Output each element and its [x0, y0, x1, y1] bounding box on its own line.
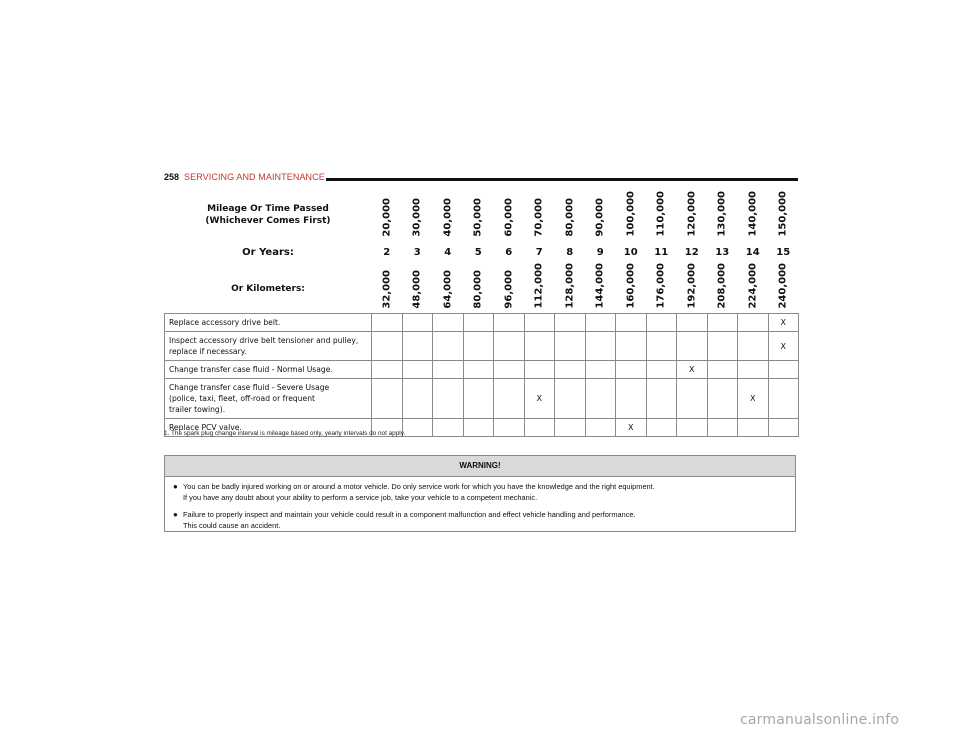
service-mark [433, 379, 464, 419]
service-mark: X [616, 419, 647, 437]
year-value: 13 [715, 246, 730, 258]
mileage-cell [646, 191, 677, 240]
service-mark [402, 419, 433, 437]
mileage-cell [738, 191, 769, 240]
service-mark [768, 379, 799, 419]
mileage-cell [707, 191, 738, 240]
mileage-label-text: Mileage Or Time Passed (Whichever Comes First) [205, 204, 331, 226]
warning-box [164, 455, 796, 532]
service-mark [524, 314, 555, 332]
service-mark: X [768, 332, 799, 361]
kilometer-cell [463, 265, 494, 314]
service-mark [494, 379, 525, 419]
mileage-cell [616, 191, 647, 240]
kilometer-value: 96,000 [503, 270, 515, 309]
service-mark [585, 419, 616, 437]
service-mark [433, 332, 464, 361]
kilometer-cell [524, 265, 555, 314]
service-mark [433, 314, 464, 332]
service-label: Inspect accessory drive belt tensioner and pulley, replace if necessary. [165, 332, 372, 361]
kilometers-row [165, 265, 799, 314]
page-number: 258 [164, 172, 180, 182]
mileage-value: 120,000 [686, 191, 698, 237]
kilometer-value: 240,000 [777, 263, 789, 309]
service-mark [677, 332, 708, 361]
mileage-header-row [165, 191, 799, 240]
mileage-value: 30,000 [411, 198, 423, 237]
section-title: SERVICING AND MAINTENANCE [184, 172, 325, 182]
mileage-value: 90,000 [594, 198, 606, 237]
year-value: 14 [745, 246, 760, 258]
service-mark: X [738, 379, 769, 419]
service-label: Replace PCV valve. [165, 419, 372, 437]
service-mark [646, 314, 677, 332]
year-value: 9 [596, 246, 604, 258]
service-mark [463, 361, 494, 379]
kilometer-value: 176,000 [655, 263, 667, 309]
bullet-icon: ● [173, 510, 178, 519]
service-mark [677, 379, 708, 419]
year-value: 15 [776, 246, 791, 258]
service-mark [433, 419, 464, 437]
kilometer-cell [555, 265, 586, 314]
service-mark [402, 361, 433, 379]
year-value: 3 [413, 246, 421, 258]
page-header [164, 172, 798, 186]
service-mark [646, 332, 677, 361]
service-mark [616, 361, 647, 379]
service-mark [372, 361, 403, 379]
service-mark [738, 314, 769, 332]
kilometer-cell [646, 265, 677, 314]
service-mark [707, 361, 738, 379]
kilometer-cell [402, 265, 433, 314]
mileage-value: 40,000 [442, 198, 454, 237]
mileage-cell [585, 191, 616, 240]
mileage-value: 110,000 [655, 191, 667, 237]
mileage-cell [494, 191, 525, 240]
years-row [165, 240, 799, 265]
kilometer-cell [494, 265, 525, 314]
service-label: Change transfer case fluid - Severe Usage (police, taxi, fleet, off-road or frequent trailer towing). [165, 379, 372, 419]
kilometer-value: 224,000 [747, 263, 759, 309]
mileage-value: 60,000 [503, 198, 515, 237]
kilometer-value: 160,000 [625, 263, 637, 309]
service-row [165, 361, 799, 379]
service-mark: X [677, 361, 708, 379]
kilometer-value: 112,000 [533, 263, 545, 309]
years-label: Or Years: [242, 246, 294, 258]
service-row [165, 379, 799, 419]
mileage-cell [402, 191, 433, 240]
service-mark [463, 379, 494, 419]
service-mark [707, 332, 738, 361]
service-mark: X [524, 379, 555, 419]
mileage-label [165, 191, 372, 240]
mileage-value: 70,000 [533, 198, 545, 237]
service-mark [585, 332, 616, 361]
year-value: 5 [474, 246, 482, 258]
kilometer-value: 192,000 [686, 263, 698, 309]
service-mark [555, 379, 586, 419]
mileage-cell [677, 191, 708, 240]
service-mark [494, 419, 525, 437]
kilometer-cell [768, 265, 799, 314]
kilometer-value: 48,000 [411, 270, 423, 309]
mileage-value: 80,000 [564, 198, 576, 237]
mileage-value: 100,000 [625, 191, 637, 237]
service-mark [707, 379, 738, 419]
service-mark [372, 332, 403, 361]
mileage-value: 50,000 [472, 198, 484, 237]
service-mark [372, 314, 403, 332]
year-value: 7 [535, 246, 543, 258]
service-mark [555, 361, 586, 379]
service-mark [738, 361, 769, 379]
service-mark [494, 332, 525, 361]
service-mark [768, 419, 799, 437]
mileage-value: 20,000 [381, 198, 393, 237]
year-value: 2 [383, 246, 391, 258]
footnote: 1. The spark plug change interval is mileage based only, yearly intervals do not apply. [164, 430, 406, 437]
service-mark [646, 379, 677, 419]
service-label: Replace accessory drive belt. [165, 314, 372, 332]
service-mark [555, 419, 586, 437]
service-mark [768, 361, 799, 379]
kilometer-value: 144,000 [594, 263, 606, 309]
service-mark [585, 379, 616, 419]
service-mark [738, 419, 769, 437]
service-mark [463, 419, 494, 437]
year-value: 6 [505, 246, 513, 258]
mileage-cell [524, 191, 555, 240]
kilometer-value: 64,000 [442, 270, 454, 309]
service-mark [585, 314, 616, 332]
mileage-cell [555, 191, 586, 240]
mileage-cell [768, 191, 799, 240]
service-mark [677, 419, 708, 437]
service-mark [463, 332, 494, 361]
service-mark [402, 332, 433, 361]
service-row [165, 332, 799, 361]
kilometer-cell [433, 265, 464, 314]
year-value: 4 [444, 246, 452, 258]
mileage-value: 130,000 [716, 191, 728, 237]
service-mark [738, 332, 769, 361]
service-mark [402, 379, 433, 419]
kilometer-cell [707, 265, 738, 314]
year-value: 10 [623, 246, 638, 258]
year-value: 12 [684, 246, 699, 258]
bullet-icon: ● [173, 482, 178, 491]
service-mark [616, 379, 647, 419]
kilometer-cell [738, 265, 769, 314]
year-value: 8 [566, 246, 574, 258]
service-mark [646, 419, 677, 437]
mileage-cell [433, 191, 464, 240]
mileage-cell [463, 191, 494, 240]
kilometer-cell [616, 265, 647, 314]
kilometer-cell [677, 265, 708, 314]
mileage-cell [372, 191, 403, 240]
service-label: Change transfer case fluid - Normal Usage. [165, 361, 372, 379]
kilometer-value: 32,000 [381, 270, 393, 309]
header-rule [326, 178, 798, 181]
warning-title: WARNING! [165, 456, 795, 477]
year-value: 11 [654, 246, 669, 258]
service-mark [524, 332, 555, 361]
warning-text: Failure to properly inspect and maintain your vehicle could result in a component malfunction and effect vehicle handling and performance. This could cause an accident. [183, 510, 636, 530]
service-mark [616, 332, 647, 361]
kilometer-cell [372, 265, 403, 314]
service-mark: X [768, 314, 799, 332]
service-mark [707, 419, 738, 437]
service-mark [433, 361, 464, 379]
warning-text: You can be badly injured working on or around a motor vehicle. Do only service work for which you have the knowledge and the right equipment. If you have any doubt about your ability to perform a service job, take your vehicle to a competent mechanic. [183, 482, 655, 502]
service-mark [616, 314, 647, 332]
service-mark [494, 361, 525, 379]
service-mark [372, 379, 403, 419]
watermark: carmanualsonline.info [740, 712, 900, 728]
service-mark [524, 361, 555, 379]
service-mark [494, 314, 525, 332]
maintenance-schedule-table [164, 190, 799, 437]
kilometers-label: Or Kilometers: [165, 265, 372, 314]
service-row [165, 314, 799, 332]
service-mark [585, 361, 616, 379]
mileage-value: 140,000 [747, 191, 759, 237]
service-mark [707, 314, 738, 332]
mileage-value: 150,000 [777, 191, 789, 237]
service-mark [524, 419, 555, 437]
service-mark [402, 314, 433, 332]
service-mark [463, 314, 494, 332]
kilometer-value: 80,000 [472, 270, 484, 309]
service-mark [555, 332, 586, 361]
service-mark [555, 314, 586, 332]
kilometer-value: 128,000 [564, 263, 576, 309]
kilometer-value: 208,000 [716, 263, 728, 309]
service-mark [677, 314, 708, 332]
kilometer-cell [585, 265, 616, 314]
service-mark [646, 361, 677, 379]
